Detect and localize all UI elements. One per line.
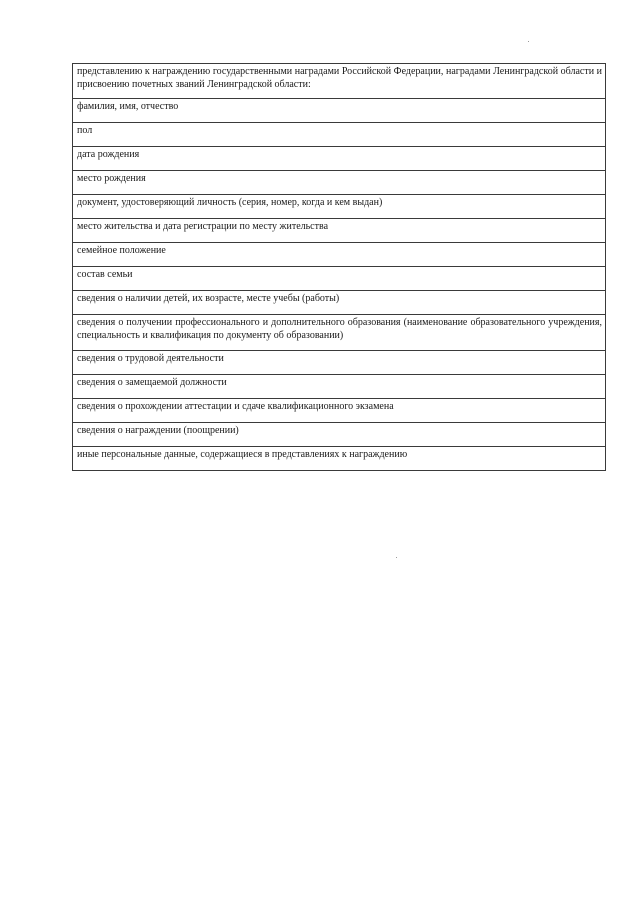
table-row-education: сведения о получении профессионального и дополнительного образования (наименование образовательного учреждения, специальность и квалификация по документу об образовании) — [73, 315, 605, 351]
table-row-birth-place: место рождения — [73, 171, 605, 195]
table-row-children: сведения о наличии детей, их возрасте, месте учебы (работы) — [73, 291, 605, 315]
personal-data-table — [72, 63, 606, 471]
table-row-identity-document: документ, удостоверяющий личность (серия, номер, когда и кем выдан) — [73, 195, 605, 219]
table-row-awards: сведения о награждении (поощрении) — [73, 423, 605, 447]
table-row-birth-date: дата рождения — [73, 147, 605, 171]
table-header-row: представлению к награждению государственными наградами Российской Федерации, наградами Ленинградской области и присвоению почетных званий Ленинградской области: — [73, 64, 605, 99]
table-row-attestation: сведения о прохождении аттестации и сдаче квалификационного экзамена — [73, 399, 605, 423]
table-row-marital-status: семейное положение — [73, 243, 605, 267]
table-row-family: состав семьи — [73, 267, 605, 291]
table-row-full-name: фамилия, имя, отчество — [73, 99, 605, 123]
table-row-sex: пол — [73, 123, 605, 147]
scan-speck — [396, 557, 397, 558]
table-row-other-data: иные персональные данные, содержащиеся в представлениях к награждению — [73, 447, 605, 471]
scan-speck — [528, 41, 529, 42]
table-row-residence: место жительства и дата регистрации по месту жительства — [73, 219, 605, 243]
table-row-employment: сведения о трудовой деятельности — [73, 351, 605, 375]
table-row-position: сведения о замещаемой должности — [73, 375, 605, 399]
